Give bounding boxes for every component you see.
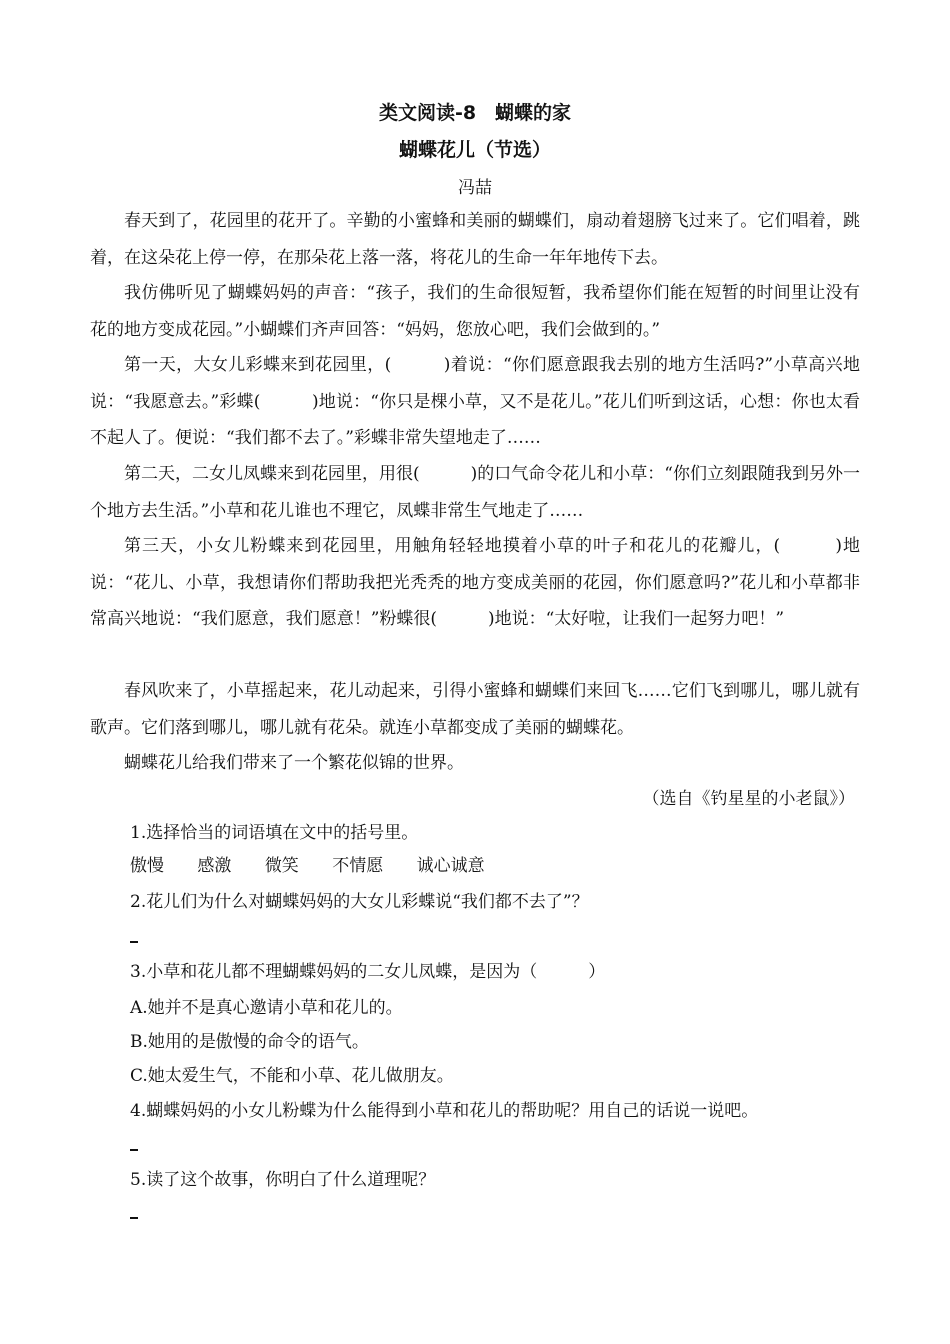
paragraph-4: 第二天，二女儿凤蝶来到花园里，用很( )的口气命令花儿和小草：“你们立刻跟随我到另外一个地方去生活。”小草和花儿谁也不理它，凤蝶非常生气地走了…… — [90, 464, 860, 521]
paragraph-7: 蝴蝶花儿给我们带来了一个繁花似锦的世界。 — [124, 753, 464, 773]
source-citation: （选自《钓星星的小老鼠》） — [642, 789, 855, 809]
series-title: 类文阅读-8 蝴蝶的家 — [378, 102, 572, 124]
choice-word: 微笑 — [264, 856, 299, 876]
article-title: 蝴蝶花儿（节选） — [398, 139, 551, 161]
question-4: 4.蝴蝶妈妈的小女儿粉蝶为什么能得到小草和花儿的帮助呢？用自己的话说一说吧。 — [130, 1101, 759, 1121]
choice-word: 傲慢 — [130, 856, 164, 876]
question-5: 5.读了这个故事，你明白了什么道理呢？ — [130, 1170, 436, 1190]
choice-word: 不情愿 — [332, 856, 384, 876]
question-2: 2.花儿们为什么对蝴蝶妈妈的大女儿彩蝶说“我们都不去了”？ — [130, 892, 589, 912]
choice-word: 感激 — [197, 856, 232, 876]
paragraph-5: 第三天，小女儿粉蝶来到花园里，用触角轻轻地摸着小草的叶子和花儿的花瓣儿，( )地说：“花儿、小草，我想请你们帮助我把光秃秃的地方变成美丽的花园，你们愿意吗?”花儿和小草都非常高兴地说：“我们愿意，我们愿意！”粉蝶很( )地说：“太好啦，让我们一起努力吧！” — [90, 536, 860, 629]
option-b: B.她用的是傲慢的命令的语气。 — [130, 1032, 369, 1052]
answer-blank-q5[interactable] — [130, 1217, 138, 1219]
question-3: 3.小草和花儿都不理蝴蝶妈妈的二女儿凤蝶，是因为（ ） — [130, 962, 606, 982]
paragraph-2: 我仿佛听见了蝴蝶妈妈的声音：“孩子，我们的生命很短暂，我希望你们能在短暂的时间里让没有花的地方变成花园。”小蝴蝶们齐声回答：“妈妈，您放心吧，我们会做到的。” — [90, 283, 860, 340]
word-choices — [130, 851, 513, 876]
option-c: C.她太爱生气，不能和小草、花儿做朋友。 — [130, 1066, 454, 1086]
paragraph-1: 春天到了，花园里的花开了。辛勤的小蜜蜂和美丽的蝴蝶们，扇动着翅膀飞过来了。它们唱着，跳着，在这朵花上停一停，在那朵花上落一落，将花儿的生命一年年地传下去。 — [90, 211, 860, 268]
paragraph-6: 春风吹来了，小草摇起来，花儿动起来，引得小蜜蜂和蝴蝶们来回飞……它们飞到哪儿，哪儿就有歌声。它们落到哪儿，哪儿就有花朵。就连小草都变成了美丽的蝴蝶花。 — [90, 681, 860, 738]
answer-blank-q2[interactable] — [130, 941, 138, 943]
author-name: 冯喆 — [458, 178, 492, 198]
option-a: A.她并不是真心邀请小草和花儿的。 — [130, 998, 403, 1018]
answer-blank-q4[interactable] — [130, 1149, 138, 1151]
choice-word: 诚心诚意 — [416, 856, 485, 876]
question-1: 1.选择恰当的词语填在文中的括号里。 — [130, 823, 419, 843]
paragraph-3: 第一天，大女儿彩蝶来到花园里，( )着说：“你们愿意跟我去别的地方生活吗?”小草高兴地说：“我愿意去。”彩蝶( )地说：“你只是棵小草，又不是花儿。”花儿们听到这话，心想：你也太看不起人了。便说：“我们都不去了。”彩蝶非常失望地走了…… — [90, 355, 860, 448]
